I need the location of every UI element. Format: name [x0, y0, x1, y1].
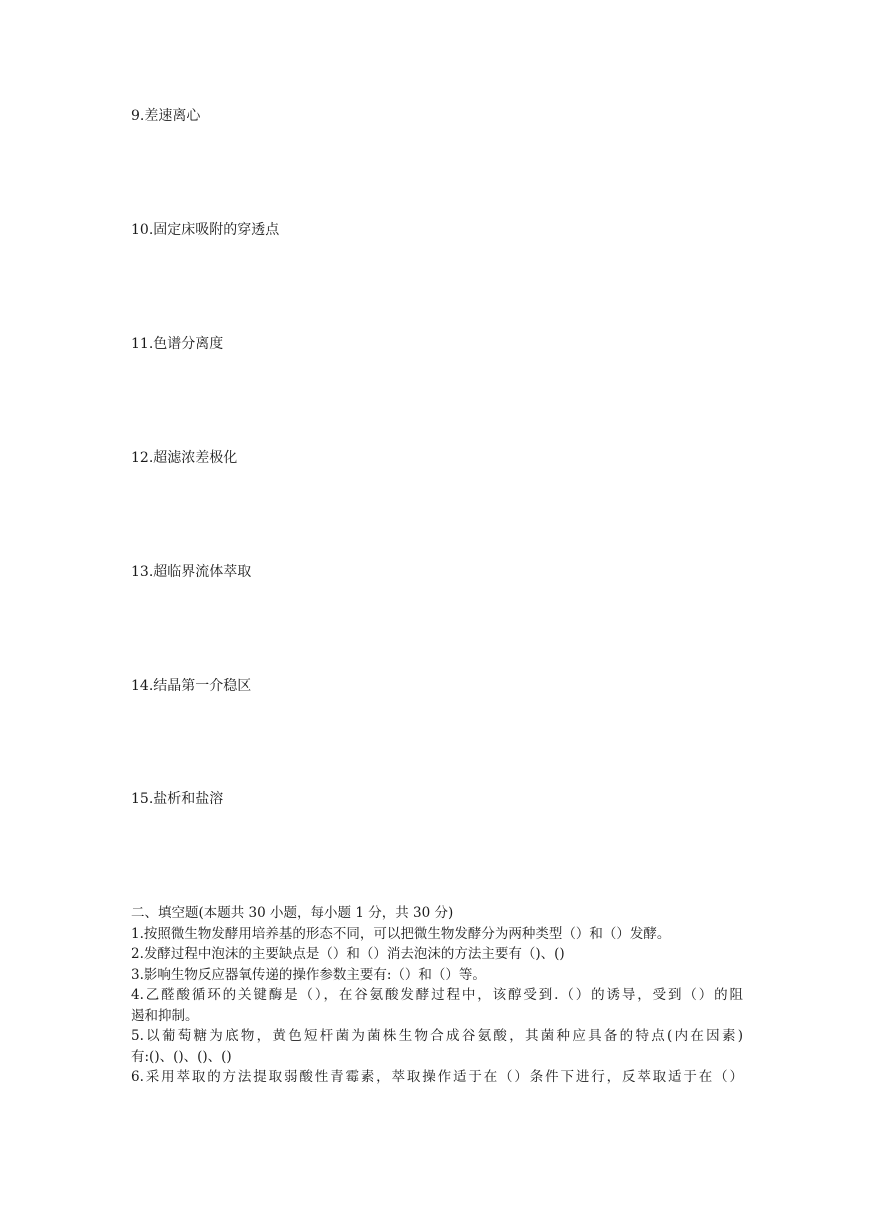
- question-1: 1.按照微生物发酵用培养基的形态不同，可以把微生物发酵分为两种类型（）和（）发酵。: [131, 925, 671, 942]
- term-12: 12.超滤浓差极化: [131, 450, 238, 466]
- term-10: 10.固定床吸附的穿透点: [131, 222, 280, 238]
- question-4-line-1: 4.乙醛酸循环的关键酶是（），在谷氨酸发酵过程中，该醇受到.（）的诱导，受到（）的阻: [131, 987, 743, 1003]
- term-14: 14.结晶第一介稳区: [131, 678, 252, 694]
- question-5-line-2: 有:()、()、()、(): [131, 1048, 232, 1065]
- term-9: 9.差速离心: [131, 108, 201, 124]
- term-11: 11.色谱分离度: [131, 336, 224, 352]
- question-3: 3.影响生物反应器氧传递的操作参数主要有:（）和（）等。: [131, 966, 486, 983]
- question-6-line-1: 6.采用萃取的方法提取弱酸性青霉素，萃取操作适于在（）条件下进行，反萃取适于在（）: [131, 1069, 743, 1085]
- term-15: 15.盐析和盐溶: [131, 791, 224, 807]
- question-4-line-2: 遏和抑制。: [131, 1007, 199, 1024]
- question-5-line-1: 5.以葡萄糖为底物，黄色短杆菌为菌株生物合成谷氨酸，其菌种应具备的特点(内在因素): [131, 1028, 743, 1044]
- fill-in-section: [131, 903, 743, 1088]
- section-heading: 二、填空题(本题共 30 小题，每小题 1 分，共 30 分): [131, 905, 454, 921]
- question-2: 2.发酵过程中泡沫的主要缺点是（）和（）消去泡沫的方法主要有（)、(): [131, 946, 565, 962]
- term-13: 13.超临界流体萃取: [131, 564, 252, 580]
